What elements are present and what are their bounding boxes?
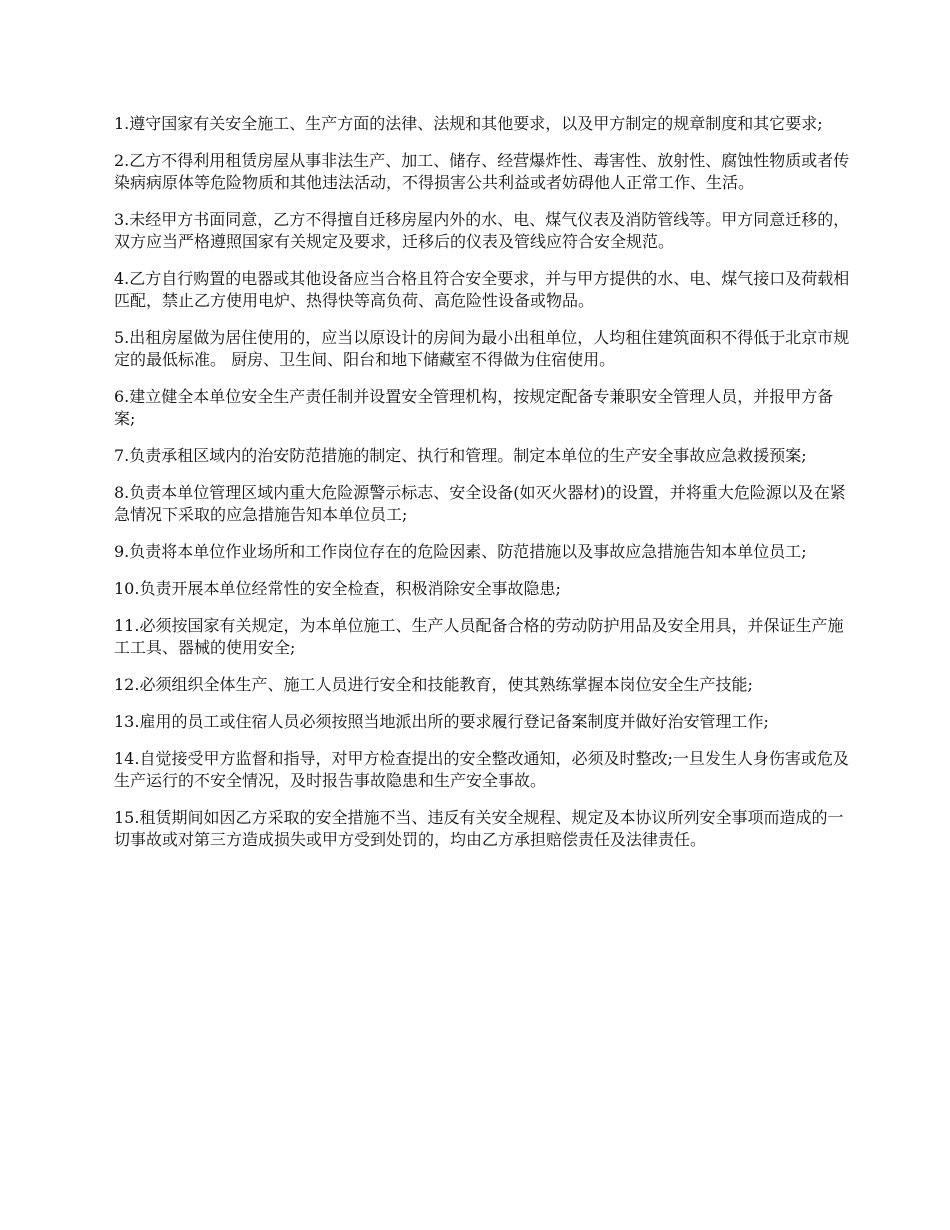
clause-1: 1.遵守国家有关安全施工、生产方面的法律、法规和其他要求，以及甲方制定的规章制度和其它要求; bbox=[114, 114, 823, 133]
clause-14: 14.自觉接受甲方监督和指导，对甲方检查提出的安全整改通知，必须及时整改;一旦发生人身伤害或危及生产运行的不安全情况，及时报告事故隐患和生产安全事故。 bbox=[114, 749, 849, 790]
clause-10: 10.负责开展本单位经常性的安全检查，积极消除安全事故隐患; bbox=[114, 579, 561, 598]
clause-4: 4.乙方自行购置的电器或其他设备应当合格且符合安全要求，并与甲方提供的水、电、煤气接口及荷载相匹配，禁止乙方使用电炉、热得快等高负荷、高危险性设备或物品。 bbox=[114, 269, 850, 310]
clause-11: 11.必须按国家有关规定，为本单位施工、生产人员配备合格的劳动防护用品及安全用具，并保证生产施工工具、器械的使用安全; bbox=[114, 616, 844, 657]
clause-9: 9.负责将本单位作业场所和工作岗位存在的危险因素、防范措施以及事故应急措施告知本单位员工; bbox=[114, 542, 807, 561]
clause-8: 8.负责本单位管理区域内重大危险源警示标志、安全设备(如灭火器材)的设置，并将重大危险源以及在紧急情况下采取的应急措施告知本单位员工; bbox=[114, 483, 846, 524]
clause-15: 15.租赁期间如因乙方采取的安全措施不当、违反有关安全规程、规定及本协议所列安全事项而造成的一切事故或对第三方造成损失或甲方受到处罚的，均由乙方承担赔偿责任及法律责任。 bbox=[114, 808, 844, 849]
clause-7: 7.负责承租区域内的治安防范措施的制定、执行和管理。制定本单位的生产安全事故应急救援预案; bbox=[114, 446, 807, 465]
clause-13: 13.雇用的员工或住宿人员必须按照当地派出所的要求履行登记备案制度并做好治安管理工作; bbox=[114, 712, 769, 731]
clause-3: 3.未经甲方书面同意，乙方不得擅自迁移房屋内外的水、电、煤气仪表及消防管线等。甲方同意迁移的，双方应当严格遵照国家有关规定及要求，迁移后的仪表及管线应符合安全规范。 bbox=[114, 210, 850, 251]
clause-5: 5.出租房屋做为居住使用的，应当以原设计的房间为最小出租单位，人均租住建筑面积不得低于北京市规定的最低标准。 厨房、卫生间、阳台和地下储藏室不得做为住宿使用。 bbox=[114, 328, 850, 369]
clause-6: 6.建立健全本单位安全生产责任制并设置安全管理机构，按规定配备专兼职安全管理人员，并报甲方备案; bbox=[114, 387, 834, 428]
clause-2: 2.乙方不得利用租赁房屋从事非法生产、加工、储存、经营爆炸性、毒害性、放射性、腐蚀性物质或者传染病病原体等危险物质和其他违法活动，不得损害公共利益或者妨碍他人正常工作、生活。 bbox=[114, 151, 850, 192]
clause-12: 12.必须组织全体生产、施工人员进行安全和技能教育，使其熟练掌握本岗位安全生产技能; bbox=[114, 675, 753, 694]
